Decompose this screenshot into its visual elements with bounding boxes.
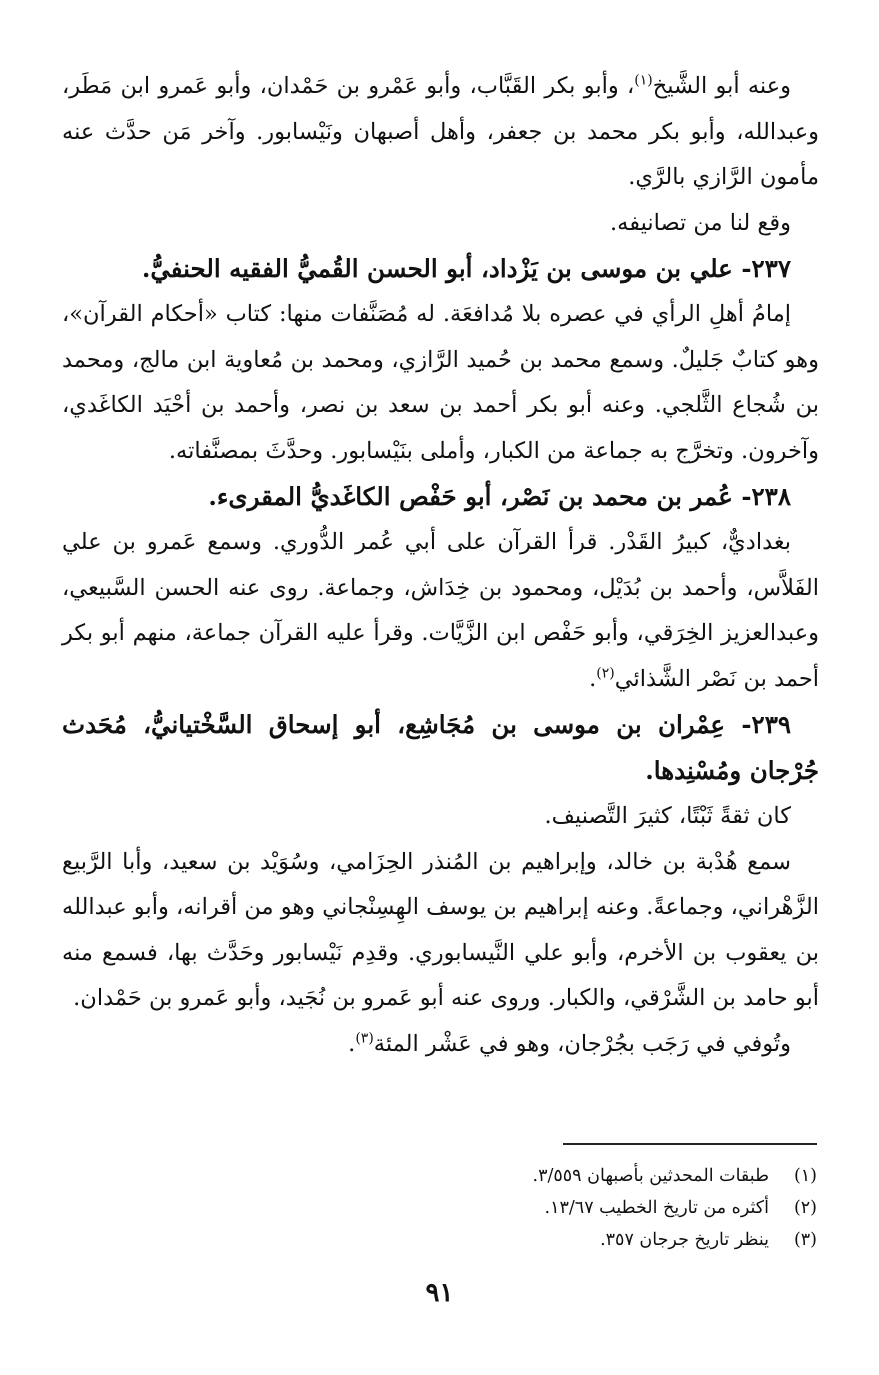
paragraph-4: بغداديٌّ، كبيرُ القَدْر. قرأ القرآن على أبي عُمر الدُّوري. وسمع عَمرو بن علي الفَلاَّس، وأحمد بن بُدَيْل، ومحمود بن خِدَاش، وجماعة. روى عنه الحسن السَّبيعي، وعبدالعزيز الخِرَقي، وأبو حَفْص ابن الزَّيَّات. وقرأ عليه القرآن جماعة، منهم أبو بكر أحمد بن نَصْر الشَّذائي$^{(٢)}$. xyxy=(62,529,819,692)
footnote-number: (٣) xyxy=(793,1230,817,1250)
footnotes xyxy=(62,1160,817,1256)
entry-number: ٢٣٨- xyxy=(741,482,791,511)
paragraph-1: وعنه أبو الشَّيخ$^{(١)}$، وأبو بكر القَبَّاب، وأبو عَمْرو بن حَمْدان، وأبو عَمرو ابن مَطَر، وعبدالله، وأبو بكر محمد بن جعفر، وأهل أصبهان ونَيْسابور. وآخر مَن حدَّث عنه مأمون الرَّازي بالرَّي. xyxy=(62,72,819,190)
paragraph-5: كان ثقةً ثَبْتًا، كثيرَ التَّصنيف. xyxy=(544,803,791,829)
paragraph-3: إمامُ أهلِ الرأي في عصره بلا مُدافعَة. له مُصَنَّفات منها: كتاب «أحكام القرآن»، وهو كتابٌ جَليلٌ. وسمع محمد بن حُميد الرَّازي، ومحمد بن مُعاوية ابن مالج، ومحمد بن شُجاع الثَّلجي. وعنه أبو بكر أحمد بن سعد بن نصر، وأحمد بن أحْيَد الكاغَدي، وآخرون. وتخرَّج به جماعة من الكبار، وأملى بنَيْسابور. وحدَّثَ بمصنَّفاته. xyxy=(62,301,819,464)
footnote-text: ينظر تاريخ جرجان ٣٥٧. xyxy=(600,1230,769,1250)
paragraph-2: وقع لنا من تصانيفه. xyxy=(609,209,791,236)
entry-heading-237: ٢٣٧- علي بن موسى بن يَزْداد، أبو الحسن القُميُّ الفقيه الحنفيُّ. xyxy=(141,254,791,283)
footnote-ref-3: (٣) xyxy=(355,1030,374,1046)
footnote-number: (٢) xyxy=(793,1198,817,1218)
footnote-2 xyxy=(62,1192,817,1224)
footnote-divider xyxy=(563,1143,817,1145)
paragraph-7: وتُوفي في رَجَب بجُرْجان، وهو في عَشْر المئة$^{(٣)}$. xyxy=(348,1030,791,1057)
footnote-1 xyxy=(62,1160,817,1192)
footnote-text: طبقات المحدثين بأصبهان ٣/٥٥٩. xyxy=(532,1166,769,1186)
entry-number: ٢٣٩- xyxy=(741,710,792,739)
footnote-number: (١) xyxy=(793,1166,817,1186)
entry-heading-238: ٢٣٨- عُمر بن محمد بن نَصْر، أبو حَفْص الكاغَديُّ المقرىء. xyxy=(208,482,791,511)
page-number: ٩١ xyxy=(425,1278,454,1308)
paragraph-6: سمع هُدْبة بن خالد، وإبراهيم بن المُنذر الحِزَامي، وسُوَيْد بن سعيد، وأبا الرَّبيع الزَّهْراني، وجماعةً. وعنه إبراهيم بن يوسف الهِسِنْجاني وهو من أقرانه، وأبو عبدالله بن يعقوب بن الأخرم، وأبو علي النَّيسابوري. وقدِم نَيْسابور وحَدَّث بها، فسمع منه أبو حامد بن الشَّرْقي، والكبار. وروى عنه أبو عَمرو بن نُجَيد، وأبو عَمرو بن حَمْدان. xyxy=(62,848,819,1011)
footnote-3 xyxy=(62,1224,817,1256)
footnote-ref-2: (٢) xyxy=(596,665,615,681)
main-text xyxy=(62,64,819,1067)
footnote-text: أكثره من تاريخ الخطيب ١٣/٦٧. xyxy=(544,1198,769,1218)
footnote-ref-1: (١) xyxy=(634,72,653,89)
entry-heading-239: ٢٣٩- عِمْران بن موسى بن مُجَاشِع، أبو إسحاق السَّخْتيانيُّ، مُحَدث جُرْجان ومُسْنِدها. xyxy=(62,710,819,785)
entry-number: ٢٣٧- xyxy=(741,254,791,283)
